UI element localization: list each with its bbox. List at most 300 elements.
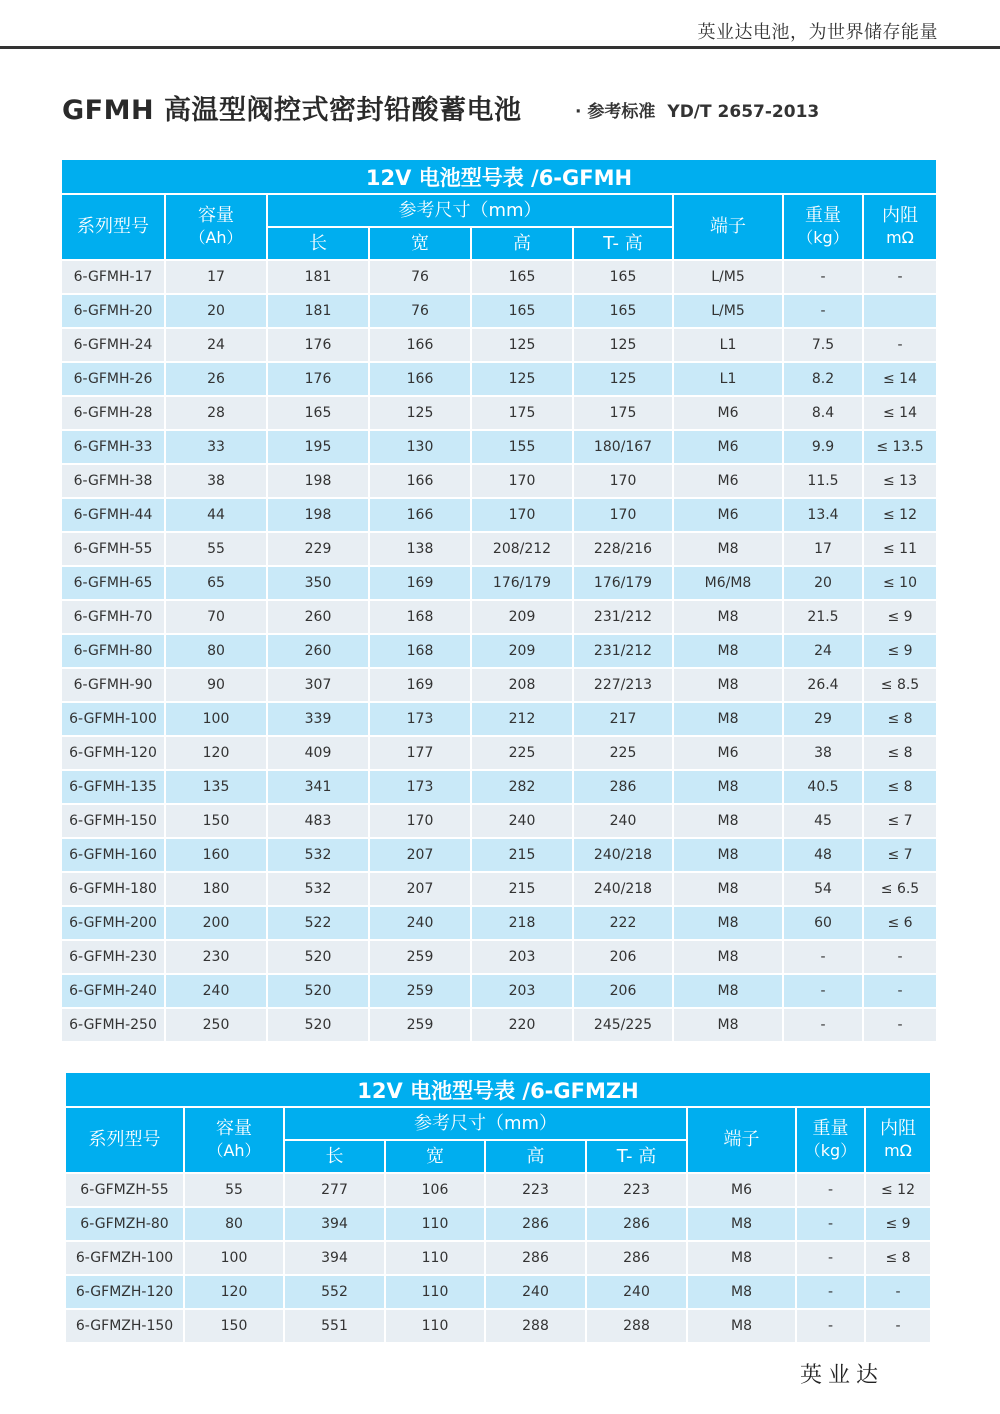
cell-width: 173 <box>370 703 470 735</box>
cell-total-height: 240 <box>587 1276 686 1308</box>
cell-resistance: - <box>864 261 936 293</box>
cell-height: 215 <box>472 873 572 905</box>
table-row <box>62 329 936 361</box>
cell-length: 520 <box>268 1009 368 1041</box>
cell-length: 520 <box>268 941 368 973</box>
cell-terminal: M8 <box>674 907 782 939</box>
cell-width: 168 <box>370 635 470 667</box>
cell-length: 176 <box>268 329 368 361</box>
cell-total-height: 206 <box>574 941 672 973</box>
header-capacity-label: 容量 <box>198 205 234 226</box>
cell-weight: 24 <box>784 635 862 667</box>
cell-length: 277 <box>285 1174 384 1206</box>
cell-length: 229 <box>268 533 368 565</box>
cell-terminal: M8 <box>688 1310 795 1342</box>
cell-resistance: ≤ 8 <box>864 771 936 803</box>
cell-width: 110 <box>386 1208 484 1240</box>
header-total-height: T- 高 <box>587 1141 686 1172</box>
cell-weight: - <box>784 295 862 327</box>
header-resistance-label: 内阻 <box>882 205 918 226</box>
cell-total-height: 125 <box>574 363 672 395</box>
cell-resistance: ≤ 9 <box>864 635 936 667</box>
page-title: GFMH 高温型阀控式密封铅酸蓄电池 <box>62 95 522 126</box>
cell-model: 6-GFMZH-55 <box>66 1174 183 1206</box>
cell-height: 282 <box>472 771 572 803</box>
table-row <box>62 805 936 837</box>
cell-width: 173 <box>370 771 470 803</box>
table-row <box>62 431 936 463</box>
cell-length: 522 <box>268 907 368 939</box>
cell-weight: 29 <box>784 703 862 735</box>
cell-resistance: ≤ 13.5 <box>864 431 936 463</box>
header-capacity-unit: （Ah） <box>207 1141 261 1160</box>
header-height: 高 <box>486 1141 585 1172</box>
cell-model: 6-GFMH-33 <box>62 431 164 463</box>
cell-length: 198 <box>268 465 368 497</box>
cell-weight: 7.5 <box>784 329 862 361</box>
cell-height: 209 <box>472 601 572 633</box>
table-row <box>62 295 936 327</box>
cell-model: 6-GFMZH-150 <box>66 1310 183 1342</box>
cell-total-height: 231/212 <box>574 635 672 667</box>
table-row <box>62 975 936 1007</box>
cell-terminal: M6 <box>674 737 782 769</box>
cell-weight: 45 <box>784 805 862 837</box>
table-row <box>62 873 936 905</box>
table-row <box>62 465 936 497</box>
cell-height: 155 <box>472 431 572 463</box>
cell-weight: - <box>797 1310 864 1342</box>
cell-weight: 60 <box>784 907 862 939</box>
cell-weight: - <box>784 261 862 293</box>
cell-length: 198 <box>268 499 368 531</box>
cell-weight: - <box>797 1276 864 1308</box>
tagline: 英业达电池，为世界储存能量 <box>697 22 938 43</box>
cell-resistance: ≤ 8.5 <box>864 669 936 701</box>
table-row <box>62 499 936 531</box>
cell-terminal: M6 <box>674 397 782 429</box>
cell-height: 208 <box>472 669 572 701</box>
cell-total-height: 231/212 <box>574 601 672 633</box>
cell-width: 169 <box>370 567 470 599</box>
cell-capacity: 180 <box>166 873 266 905</box>
cell-resistance: ≤ 9 <box>864 601 936 633</box>
cell-terminal: M8 <box>674 839 782 871</box>
header-weight-label: 重量 <box>812 1118 849 1139</box>
cell-model: 6-GFMH-26 <box>62 363 164 395</box>
cell-model: 6-GFMH-65 <box>62 567 164 599</box>
cell-total-height: 227/213 <box>574 669 672 701</box>
cell-terminal: L1 <box>674 363 782 395</box>
cell-terminal: M8 <box>688 1276 795 1308</box>
table-row <box>62 601 936 633</box>
cell-resistance: ≤ 10 <box>864 567 936 599</box>
cell-terminal: M6/M8 <box>674 567 782 599</box>
cell-resistance: - <box>864 329 936 361</box>
cell-capacity: 100 <box>166 703 266 735</box>
cell-length: 532 <box>268 873 368 905</box>
cell-width: 259 <box>370 975 470 1007</box>
cell-weight: 26.4 <box>784 669 862 701</box>
table-row <box>62 635 936 667</box>
cell-resistance: - <box>864 1009 936 1041</box>
header-capacity <box>185 1108 283 1172</box>
cell-total-height: 175 <box>574 397 672 429</box>
header-resistance <box>866 1108 930 1172</box>
cell-resistance: ≤ 7 <box>864 839 936 871</box>
cell-capacity: 150 <box>185 1310 283 1342</box>
cell-weight: - <box>797 1208 864 1240</box>
cell-length: 181 <box>268 295 368 327</box>
cell-capacity: 135 <box>166 771 266 803</box>
cell-total-height: 180/167 <box>574 431 672 463</box>
table-caption: 12V 电池型号表 /6-GFMZH <box>66 1073 930 1106</box>
header-capacity-label: 容量 <box>216 1118 252 1139</box>
cell-weight: 8.2 <box>784 363 862 395</box>
table-row <box>62 397 936 429</box>
cell-width: 110 <box>386 1310 484 1342</box>
header-terminal: 端子 <box>688 1108 795 1172</box>
cell-capacity: 70 <box>166 601 266 633</box>
table-row <box>62 703 936 735</box>
cell-model: 6-GFMH-24 <box>62 329 164 361</box>
cell-terminal: M8 <box>688 1242 795 1274</box>
header-length: 长 <box>285 1141 384 1172</box>
cell-total-height: 223 <box>587 1174 686 1206</box>
cell-model: 6-GFMH-44 <box>62 499 164 531</box>
header-weight <box>797 1108 864 1172</box>
header-width: 宽 <box>370 228 470 259</box>
cell-length: 520 <box>268 975 368 1007</box>
cell-length: 195 <box>268 431 368 463</box>
cell-height: 288 <box>486 1310 585 1342</box>
cell-width: 240 <box>370 907 470 939</box>
cell-model: 6-GFMH-38 <box>62 465 164 497</box>
cell-resistance: ≤ 8 <box>864 737 936 769</box>
cell-height: 240 <box>486 1276 585 1308</box>
cell-total-height: 286 <box>587 1242 686 1274</box>
cell-width: 110 <box>386 1276 484 1308</box>
cell-terminal: M6 <box>674 431 782 463</box>
cell-length: 181 <box>268 261 368 293</box>
table-header-row <box>66 1108 930 1139</box>
cell-width: 125 <box>370 397 470 429</box>
cell-model: 6-GFMH-135 <box>62 771 164 803</box>
cell-total-height: 170 <box>574 499 672 531</box>
table-header-row <box>62 195 936 226</box>
header-resistance-unit: mΩ <box>884 1141 912 1160</box>
cell-total-height: 245/225 <box>574 1009 672 1041</box>
cell-resistance: ≤ 12 <box>866 1174 930 1206</box>
cell-height: 208/212 <box>472 533 572 565</box>
header-weight <box>784 195 862 259</box>
table-row <box>62 669 936 701</box>
cell-resistance: - <box>866 1310 930 1342</box>
cell-height: 240 <box>472 805 572 837</box>
cell-terminal: M6 <box>688 1174 795 1206</box>
cell-model: 6-GFMH-90 <box>62 669 164 701</box>
cell-weight: - <box>784 1009 862 1041</box>
cell-capacity: 20 <box>166 295 266 327</box>
cell-length: 483 <box>268 805 368 837</box>
cell-resistance: ≤ 13 <box>864 465 936 497</box>
cell-capacity: 120 <box>185 1276 283 1308</box>
cell-total-height: 170 <box>574 465 672 497</box>
cell-weight: - <box>797 1242 864 1274</box>
cell-width: 166 <box>370 465 470 497</box>
brand-logo-text: 英业达 <box>800 1363 885 1388</box>
cell-total-height: 217 <box>574 703 672 735</box>
cell-length: 409 <box>268 737 368 769</box>
header-resistance-label: 内阻 <box>880 1118 916 1139</box>
cell-model: 6-GFMH-55 <box>62 533 164 565</box>
header-total-height: T- 高 <box>574 228 672 259</box>
cell-capacity: 240 <box>166 975 266 1007</box>
header-weight-unit: （kg） <box>804 1141 857 1160</box>
cell-weight: 48 <box>784 839 862 871</box>
table-row <box>62 1009 936 1041</box>
cell-terminal: M8 <box>688 1208 795 1240</box>
cell-weight: 20 <box>784 567 862 599</box>
cell-model: 6-GFMH-200 <box>62 907 164 939</box>
cell-resistance: ≤ 6.5 <box>864 873 936 905</box>
cell-terminal: M8 <box>674 669 782 701</box>
table-row <box>62 941 936 973</box>
header-capacity <box>166 195 266 259</box>
cell-height: 203 <box>472 975 572 1007</box>
table-row <box>66 1276 930 1308</box>
cell-height: 209 <box>472 635 572 667</box>
header-dimensions: 参考尺寸（mm） <box>268 195 672 226</box>
cell-weight: - <box>784 941 862 973</box>
cell-total-height: 288 <box>587 1310 686 1342</box>
cell-total-height: 286 <box>587 1208 686 1240</box>
cell-weight: 21.5 <box>784 601 862 633</box>
cell-length: 552 <box>285 1276 384 1308</box>
cell-model: 6-GFMH-150 <box>62 805 164 837</box>
cell-capacity: 250 <box>166 1009 266 1041</box>
cell-width: 166 <box>370 363 470 395</box>
cell-model: 6-GFMH-230 <box>62 941 164 973</box>
cell-total-height: 240/218 <box>574 839 672 871</box>
cell-height: 170 <box>472 465 572 497</box>
cell-model: 6-GFMH-180 <box>62 873 164 905</box>
table-caption-row <box>62 160 936 193</box>
table-row <box>62 771 936 803</box>
cell-total-height: 240/218 <box>574 873 672 905</box>
cell-total-height: 228/216 <box>574 533 672 565</box>
table-row <box>66 1242 930 1274</box>
cell-capacity: 200 <box>166 907 266 939</box>
cell-model: 6-GFMZH-80 <box>66 1208 183 1240</box>
cell-width: 207 <box>370 839 470 871</box>
cell-weight: 17 <box>784 533 862 565</box>
cell-capacity: 100 <box>185 1242 283 1274</box>
cell-height: 223 <box>486 1174 585 1206</box>
cell-model: 6-GFMH-160 <box>62 839 164 871</box>
cell-terminal: M8 <box>674 703 782 735</box>
cell-terminal: M8 <box>674 771 782 803</box>
standard-code: YD/T 2657-2013 <box>667 102 820 122</box>
cell-width: 177 <box>370 737 470 769</box>
cell-terminal: M6 <box>674 499 782 531</box>
cell-height: 286 <box>486 1208 585 1240</box>
cell-length: 551 <box>285 1310 384 1342</box>
cell-total-height: 225 <box>574 737 672 769</box>
cell-length: 176 <box>268 363 368 395</box>
cell-model: 6-GFMH-70 <box>62 601 164 633</box>
cell-height: 170 <box>472 499 572 531</box>
cell-length: 394 <box>285 1242 384 1274</box>
cell-model: 6-GFMH-100 <box>62 703 164 735</box>
cell-model: 6-GFMH-80 <box>62 635 164 667</box>
cell-width: 138 <box>370 533 470 565</box>
header-length: 长 <box>268 228 368 259</box>
cell-height: 125 <box>472 329 572 361</box>
table-row <box>62 839 936 871</box>
cell-total-height: 176/179 <box>574 567 672 599</box>
table-row <box>62 533 936 565</box>
header-model: 系列型号 <box>62 195 164 259</box>
table-row <box>66 1208 930 1240</box>
cell-total-height: 165 <box>574 295 672 327</box>
cell-width: 166 <box>370 329 470 361</box>
cell-model: 6-GFMH-250 <box>62 1009 164 1041</box>
cell-length: 532 <box>268 839 368 871</box>
cell-capacity: 17 <box>166 261 266 293</box>
header-capacity-unit: （Ah） <box>189 228 243 247</box>
header-weight-unit: （kg） <box>797 228 849 247</box>
cell-resistance: ≤ 11 <box>864 533 936 565</box>
cell-resistance <box>864 295 936 327</box>
cell-length: 350 <box>268 567 368 599</box>
cell-resistance: ≤ 6 <box>864 907 936 939</box>
cell-weight: 38 <box>784 737 862 769</box>
table-row <box>62 737 936 769</box>
cell-capacity: 33 <box>166 431 266 463</box>
cell-total-height: 125 <box>574 329 672 361</box>
cell-width: 106 <box>386 1174 484 1206</box>
header-resistance-unit: mΩ <box>886 228 914 247</box>
cell-width: 169 <box>370 669 470 701</box>
cell-height: 215 <box>472 839 572 871</box>
cell-model: 6-GFMZH-120 <box>66 1276 183 1308</box>
cell-total-height: 286 <box>574 771 672 803</box>
cell-length: 394 <box>285 1208 384 1240</box>
cell-terminal: M8 <box>674 975 782 1007</box>
cell-height: 286 <box>486 1242 585 1274</box>
table-row <box>66 1310 930 1342</box>
cell-terminal: M8 <box>674 873 782 905</box>
cell-capacity: 44 <box>166 499 266 531</box>
table-caption: 12V 电池型号表 /6-GFMH <box>62 160 936 193</box>
cell-width: 130 <box>370 431 470 463</box>
cell-resistance: - <box>866 1276 930 1308</box>
cell-terminal: M8 <box>674 635 782 667</box>
cell-width: 259 <box>370 941 470 973</box>
cell-capacity: 38 <box>166 465 266 497</box>
header-width: 宽 <box>386 1141 484 1172</box>
cell-terminal: M8 <box>674 941 782 973</box>
cell-resistance: ≤ 8 <box>864 703 936 735</box>
cell-height: 203 <box>472 941 572 973</box>
cell-weight: 9.9 <box>784 431 862 463</box>
cell-model: 6-GFMH-20 <box>62 295 164 327</box>
cell-length: 260 <box>268 635 368 667</box>
cell-capacity: 80 <box>185 1208 283 1240</box>
cell-width: 207 <box>370 873 470 905</box>
cell-capacity: 55 <box>185 1174 283 1206</box>
cell-resistance: ≤ 8 <box>866 1242 930 1274</box>
cell-weight: 11.5 <box>784 465 862 497</box>
cell-total-height: 206 <box>574 975 672 1007</box>
cell-width: 76 <box>370 261 470 293</box>
cell-total-height: 165 <box>574 261 672 293</box>
cell-model: 6-GFMH-120 <box>62 737 164 769</box>
cell-weight: 54 <box>784 873 862 905</box>
cell-resistance: ≤ 9 <box>866 1208 930 1240</box>
cell-capacity: 55 <box>166 533 266 565</box>
cell-terminal: M8 <box>674 1009 782 1041</box>
cell-height: 225 <box>472 737 572 769</box>
cell-resistance: ≤ 14 <box>864 397 936 429</box>
cell-weight: 8.4 <box>784 397 862 429</box>
cell-width: 168 <box>370 601 470 633</box>
cell-terminal: M8 <box>674 533 782 565</box>
cell-resistance: ≤ 7 <box>864 805 936 837</box>
table-row <box>62 261 936 293</box>
cell-capacity: 120 <box>166 737 266 769</box>
cell-capacity: 24 <box>166 329 266 361</box>
gfmh-model-table <box>60 158 938 1043</box>
table-row <box>62 907 936 939</box>
cell-width: 76 <box>370 295 470 327</box>
cell-model: 6-GFMH-240 <box>62 975 164 1007</box>
cell-height: 220 <box>472 1009 572 1041</box>
cell-total-height: 222 <box>574 907 672 939</box>
cell-weight: - <box>784 975 862 1007</box>
cell-length: 341 <box>268 771 368 803</box>
cell-length: 307 <box>268 669 368 701</box>
cell-terminal: M8 <box>674 601 782 633</box>
cell-height: 176/179 <box>472 567 572 599</box>
cell-capacity: 90 <box>166 669 266 701</box>
cell-length: 165 <box>268 397 368 429</box>
cell-resistance: - <box>864 975 936 1007</box>
table-caption-row <box>66 1073 930 1106</box>
cell-resistance: ≤ 14 <box>864 363 936 395</box>
standard-label: · 参考标准 <box>575 102 656 122</box>
cell-model: 6-GFMZH-100 <box>66 1242 183 1274</box>
cell-width: 259 <box>370 1009 470 1041</box>
cell-length: 339 <box>268 703 368 735</box>
cell-capacity: 65 <box>166 567 266 599</box>
cell-model: 6-GFMH-28 <box>62 397 164 429</box>
header-terminal: 端子 <box>674 195 782 259</box>
cell-weight: 13.4 <box>784 499 862 531</box>
cell-resistance: ≤ 12 <box>864 499 936 531</box>
cell-height: 165 <box>472 261 572 293</box>
cell-terminal: L/M5 <box>674 295 782 327</box>
header-model: 系列型号 <box>66 1108 183 1172</box>
cell-width: 170 <box>370 805 470 837</box>
cell-width: 110 <box>386 1242 484 1274</box>
cell-weight: 40.5 <box>784 771 862 803</box>
cell-width: 166 <box>370 499 470 531</box>
cell-length: 260 <box>268 601 368 633</box>
cell-weight: - <box>797 1174 864 1206</box>
header-dimensions: 参考尺寸（mm） <box>285 1108 686 1139</box>
